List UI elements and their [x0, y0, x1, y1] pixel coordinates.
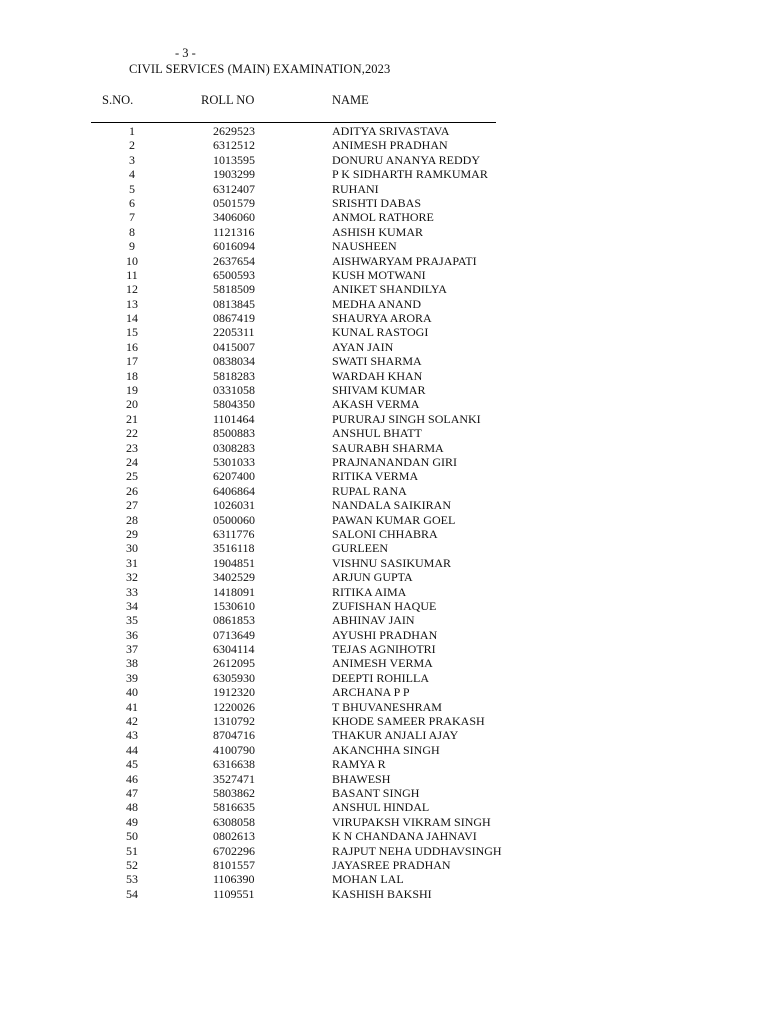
table-row [0, 210, 768, 224]
table-row [0, 585, 768, 599]
roll-number-cell: 6406864 [213, 483, 255, 498]
candidate-name-cell: DEEPTI ROHILLA [332, 670, 429, 685]
candidate-name-cell: ZUFISHAN HAQUE [332, 598, 437, 613]
candidate-name-cell: ANSHUL BHATT [332, 426, 422, 441]
table-row [0, 239, 768, 253]
table-row [0, 800, 768, 814]
candidate-name-cell: ANIKET SHANDILYA [332, 282, 447, 297]
roll-number-cell: 0308283 [213, 440, 255, 455]
roll-number-cell: 5804350 [213, 397, 255, 412]
serial-number-cell: 10 [126, 253, 138, 268]
roll-number-cell: 6702296 [213, 843, 255, 858]
serial-number-cell: 48 [126, 800, 138, 815]
candidate-name-cell: T BHUVANESHRAM [332, 699, 442, 714]
table-row [0, 556, 768, 570]
candidate-name-cell: VIRUPAKSH VIKRAM SINGH [332, 814, 491, 829]
table-row [0, 225, 768, 239]
roll-number-cell: 1101464 [213, 411, 255, 426]
candidate-name-cell: TEJAS AGNIHOTRI [332, 642, 436, 657]
serial-number-cell: 52 [126, 857, 138, 872]
table-row [0, 340, 768, 354]
serial-number-cell: 47 [126, 785, 138, 800]
serial-number-cell: 36 [126, 627, 138, 642]
roll-number-cell: 1912320 [213, 685, 255, 700]
serial-number-cell: 12 [126, 282, 138, 297]
table-row [0, 469, 768, 483]
roll-number-cell: 0501579 [213, 195, 255, 210]
serial-number-cell: 19 [126, 383, 138, 398]
table-row [0, 786, 768, 800]
table-row [0, 138, 768, 152]
candidate-name-cell: KHODE SAMEER PRAKASH [332, 714, 485, 729]
table-row [0, 872, 768, 886]
roll-number-cell: 1530610 [213, 598, 255, 613]
serial-number-cell: 17 [126, 354, 138, 369]
candidate-name-cell: SHIVAM KUMAR [332, 383, 426, 398]
candidate-name-cell: AYAN JAIN [332, 339, 394, 354]
serial-number-cell: 16 [126, 339, 138, 354]
roll-number-cell: 2629523 [213, 124, 255, 138]
table-row [0, 815, 768, 829]
serial-number-cell: 5 [129, 181, 135, 196]
candidate-name-cell: PAWAN KUMAR GOEL [332, 512, 456, 527]
roll-number-cell: 0861853 [213, 613, 255, 628]
serial-number-cell: 22 [126, 426, 138, 441]
table-row [0, 498, 768, 512]
document-title: CIVIL SERVICES (MAIN) EXAMINATION,2023 [129, 62, 391, 76]
candidate-name-cell: RUHANI [332, 181, 379, 196]
candidate-name-cell: BHAWESH [332, 771, 391, 786]
table-row [0, 541, 768, 555]
table-row [0, 412, 768, 426]
serial-number-cell: 26 [126, 483, 138, 498]
roll-number-cell: 6304114 [213, 642, 255, 657]
serial-number-cell: 32 [126, 570, 138, 585]
serial-number-cell: 25 [126, 469, 138, 484]
candidate-name-cell: WARDAH KHAN [332, 368, 423, 383]
candidate-name-cell: ARCHANA P P [332, 685, 410, 700]
table-row [0, 757, 768, 771]
table-row [0, 844, 768, 858]
table-row [0, 441, 768, 455]
candidate-name-cell: NAUSHEEN [332, 239, 397, 254]
candidate-name-cell: ANIMESH VERMA [332, 656, 433, 671]
table-row [0, 570, 768, 584]
table-row [0, 124, 768, 138]
serial-number-cell: 51 [126, 843, 138, 858]
serial-number-cell: 45 [126, 757, 138, 772]
serial-number-cell: 29 [126, 526, 138, 541]
table-row [0, 628, 768, 642]
roll-number-cell: 1310792 [213, 714, 255, 729]
header-divider [91, 122, 496, 123]
roll-number-cell: 0838034 [213, 354, 255, 369]
results-table [0, 124, 768, 901]
candidate-name-cell: ANIMESH PRADHAN [332, 138, 448, 153]
roll-number-cell: 0415007 [213, 339, 255, 354]
roll-number-cell: 1418091 [213, 584, 255, 599]
roll-number-cell: 1106390 [213, 872, 255, 887]
table-row [0, 455, 768, 469]
serial-number-cell: 7 [129, 210, 135, 225]
serial-number-cell: 3 [129, 152, 135, 167]
table-row [0, 613, 768, 627]
page-number: - 3 - [175, 46, 196, 60]
candidate-name-cell: KUSH MOTWANI [332, 267, 426, 282]
table-row [0, 685, 768, 699]
candidate-name-cell: SWATI SHARMA [332, 354, 422, 369]
serial-number-cell: 37 [126, 642, 138, 657]
roll-number-cell: 6316638 [213, 757, 255, 772]
table-row [0, 527, 768, 541]
roll-number-cell: 8500883 [213, 426, 255, 441]
table-row [0, 714, 768, 728]
candidate-name-cell: NANDALA SAIKIRAN [332, 498, 451, 513]
candidate-name-cell: JAYASREE PRADHAN [332, 857, 451, 872]
serial-number-cell: 2 [129, 138, 135, 153]
candidate-name-cell: SAURABH SHARMA [332, 440, 444, 455]
roll-number-cell: 1013595 [213, 152, 255, 167]
serial-number-cell: 9 [129, 239, 135, 254]
candidate-name-cell: AYUSHI PRADHAN [332, 627, 438, 642]
serial-number-cell: 46 [126, 771, 138, 786]
candidate-name-cell: AKASH VERMA [332, 397, 420, 412]
candidate-name-cell: SALONI CHHABRA [332, 526, 438, 541]
table-row [0, 858, 768, 872]
roll-number-cell: 6207400 [213, 469, 255, 484]
candidate-name-cell: MEDHA ANAND [332, 296, 422, 311]
serial-number-cell: 39 [126, 670, 138, 685]
roll-number-cell: 1121316 [213, 224, 255, 239]
roll-number-cell: 6500593 [213, 267, 255, 282]
serial-number-cell: 15 [126, 325, 138, 340]
roll-number-cell: 1903299 [213, 167, 255, 182]
roll-number-cell: 5816635 [213, 800, 255, 815]
candidate-name-cell: SRISHTI DABAS [332, 195, 422, 210]
candidate-name-cell: K N CHANDANA JAHNAVI [332, 829, 477, 844]
roll-number-cell: 0813845 [213, 296, 255, 311]
table-row [0, 254, 768, 268]
table-row [0, 743, 768, 757]
roll-number-cell: 1109551 [213, 886, 255, 901]
roll-number-cell: 6308058 [213, 814, 255, 829]
serial-number-cell: 53 [126, 872, 138, 887]
roll-number-cell: 3402529 [213, 570, 255, 585]
table-row [0, 311, 768, 325]
candidate-name-cell: KASHISH BAKSHI [332, 886, 432, 901]
table-row [0, 772, 768, 786]
roll-number-cell: 2612095 [213, 656, 255, 671]
table-row [0, 599, 768, 613]
serial-number-cell: 28 [126, 512, 138, 527]
serial-number-cell: 43 [126, 728, 138, 743]
candidate-name-cell: RAJPUT NEHA UDDHAVSINGH [332, 843, 502, 858]
roll-number-cell: 0802613 [213, 829, 255, 844]
table-row [0, 383, 768, 397]
candidate-name-cell: RITIKA VERMA [332, 469, 419, 484]
roll-number-cell: 3527471 [213, 771, 255, 786]
serial-number-cell: 41 [126, 699, 138, 714]
table-row [0, 397, 768, 411]
column-header-roll-no: ROLL NO [201, 93, 255, 107]
candidate-name-cell: VISHNU SASIKUMAR [332, 555, 452, 570]
candidate-name-cell: AISHWARYAM PRAJAPATI [332, 253, 477, 268]
candidate-name-cell: ANSHUL HINDAL [332, 800, 430, 815]
table-row [0, 282, 768, 296]
roll-number-cell: 0331058 [213, 383, 255, 398]
column-header-sno: S.NO. [102, 93, 134, 107]
roll-number-cell: 6305930 [213, 670, 255, 685]
roll-number-cell: 6016094 [213, 239, 255, 254]
roll-number-cell: 0500060 [213, 512, 255, 527]
serial-number-cell: 38 [126, 656, 138, 671]
roll-number-cell: 8704716 [213, 728, 255, 743]
table-row [0, 354, 768, 368]
roll-number-cell: 1220026 [213, 699, 255, 714]
table-row [0, 671, 768, 685]
table-row [0, 728, 768, 742]
serial-number-cell: 42 [126, 714, 138, 729]
roll-number-cell: 3406060 [213, 210, 255, 225]
serial-number-cell: 11 [126, 267, 138, 282]
candidate-name-cell: SHAURYA ARORA [332, 311, 432, 326]
roll-number-cell: 5803862 [213, 785, 255, 800]
roll-number-cell: 3516118 [213, 541, 255, 556]
serial-number-cell: 23 [126, 440, 138, 455]
table-row [0, 369, 768, 383]
roll-number-cell: 1026031 [213, 498, 255, 513]
candidate-name-cell: GURLEEN [332, 541, 388, 556]
table-row [0, 426, 768, 440]
serial-number-cell: 20 [126, 397, 138, 412]
table-row [0, 268, 768, 282]
serial-number-cell: 27 [126, 498, 138, 513]
roll-number-cell: 6311776 [213, 526, 255, 541]
candidate-name-cell: ASHISH KUMAR [332, 224, 424, 239]
serial-number-cell: 8 [129, 224, 135, 239]
serial-number-cell: 14 [126, 311, 138, 326]
serial-number-cell: 31 [126, 555, 138, 570]
candidate-name-cell: THAKUR ANJALI AJAY [332, 728, 459, 743]
candidate-name-cell: PURURAJ SINGH SOLANKI [332, 411, 481, 426]
table-row [0, 325, 768, 339]
roll-number-cell: 6312512 [213, 138, 255, 153]
candidate-name-cell: ARJUN GUPTA [332, 570, 413, 585]
candidate-name-cell: ADITYA SRIVASTAVA [332, 124, 450, 138]
table-row [0, 182, 768, 196]
serial-number-cell: 18 [126, 368, 138, 383]
roll-number-cell: 1904851 [213, 555, 255, 570]
roll-number-cell: 0713649 [213, 627, 255, 642]
table-row [0, 887, 768, 901]
roll-number-cell: 5818509 [213, 282, 255, 297]
column-header-name: NAME [332, 93, 369, 107]
serial-number-cell: 1 [129, 124, 135, 138]
candidate-name-cell: MOHAN LAL [332, 872, 404, 887]
table-row [0, 297, 768, 311]
table-row [0, 167, 768, 181]
table-row [0, 513, 768, 527]
serial-number-cell: 21 [126, 411, 138, 426]
table-row [0, 153, 768, 167]
serial-number-cell: 35 [126, 613, 138, 628]
roll-number-cell: 5301033 [213, 454, 255, 469]
candidate-name-cell: RITIKA AIMA [332, 584, 407, 599]
candidate-name-cell: PRAJNANANDAN GIRI [332, 454, 458, 469]
roll-number-cell: 5818283 [213, 368, 255, 383]
serial-number-cell: 34 [126, 598, 138, 613]
roll-number-cell: 2637654 [213, 253, 255, 268]
candidate-name-cell: P K SIDHARTH RAMKUMAR [332, 167, 488, 182]
candidate-name-cell: AKANCHHA SINGH [332, 742, 440, 757]
candidate-name-cell: DONURU ANANYA REDDY [332, 152, 481, 167]
serial-number-cell: 24 [126, 454, 138, 469]
serial-number-cell: 33 [126, 584, 138, 599]
roll-number-cell: 0867419 [213, 311, 255, 326]
table-row [0, 484, 768, 498]
table-row [0, 700, 768, 714]
candidate-name-cell: ABHINAV JAIN [332, 613, 415, 628]
candidate-name-cell: RAMYA R [332, 757, 386, 772]
roll-number-cell: 6312407 [213, 181, 255, 196]
table-row [0, 642, 768, 656]
serial-number-cell: 40 [126, 685, 138, 700]
serial-number-cell: 54 [126, 886, 138, 901]
serial-number-cell: 13 [126, 296, 138, 311]
roll-number-cell: 8101557 [213, 857, 255, 872]
serial-number-cell: 44 [126, 742, 138, 757]
candidate-name-cell: KUNAL RASTOGI [332, 325, 429, 340]
table-row [0, 829, 768, 843]
serial-number-cell: 30 [126, 541, 138, 556]
serial-number-cell: 49 [126, 814, 138, 829]
table-row [0, 656, 768, 670]
candidate-name-cell: BASANT SINGH [332, 785, 420, 800]
roll-number-cell: 4100790 [213, 742, 255, 757]
serial-number-cell: 50 [126, 829, 138, 844]
roll-number-cell: 2205311 [213, 325, 255, 340]
candidate-name-cell: ANMOL RATHORE [332, 210, 434, 225]
candidate-name-cell: RUPAL RANA [332, 483, 407, 498]
serial-number-cell: 4 [129, 167, 135, 182]
serial-number-cell: 6 [129, 195, 135, 210]
table-row [0, 196, 768, 210]
